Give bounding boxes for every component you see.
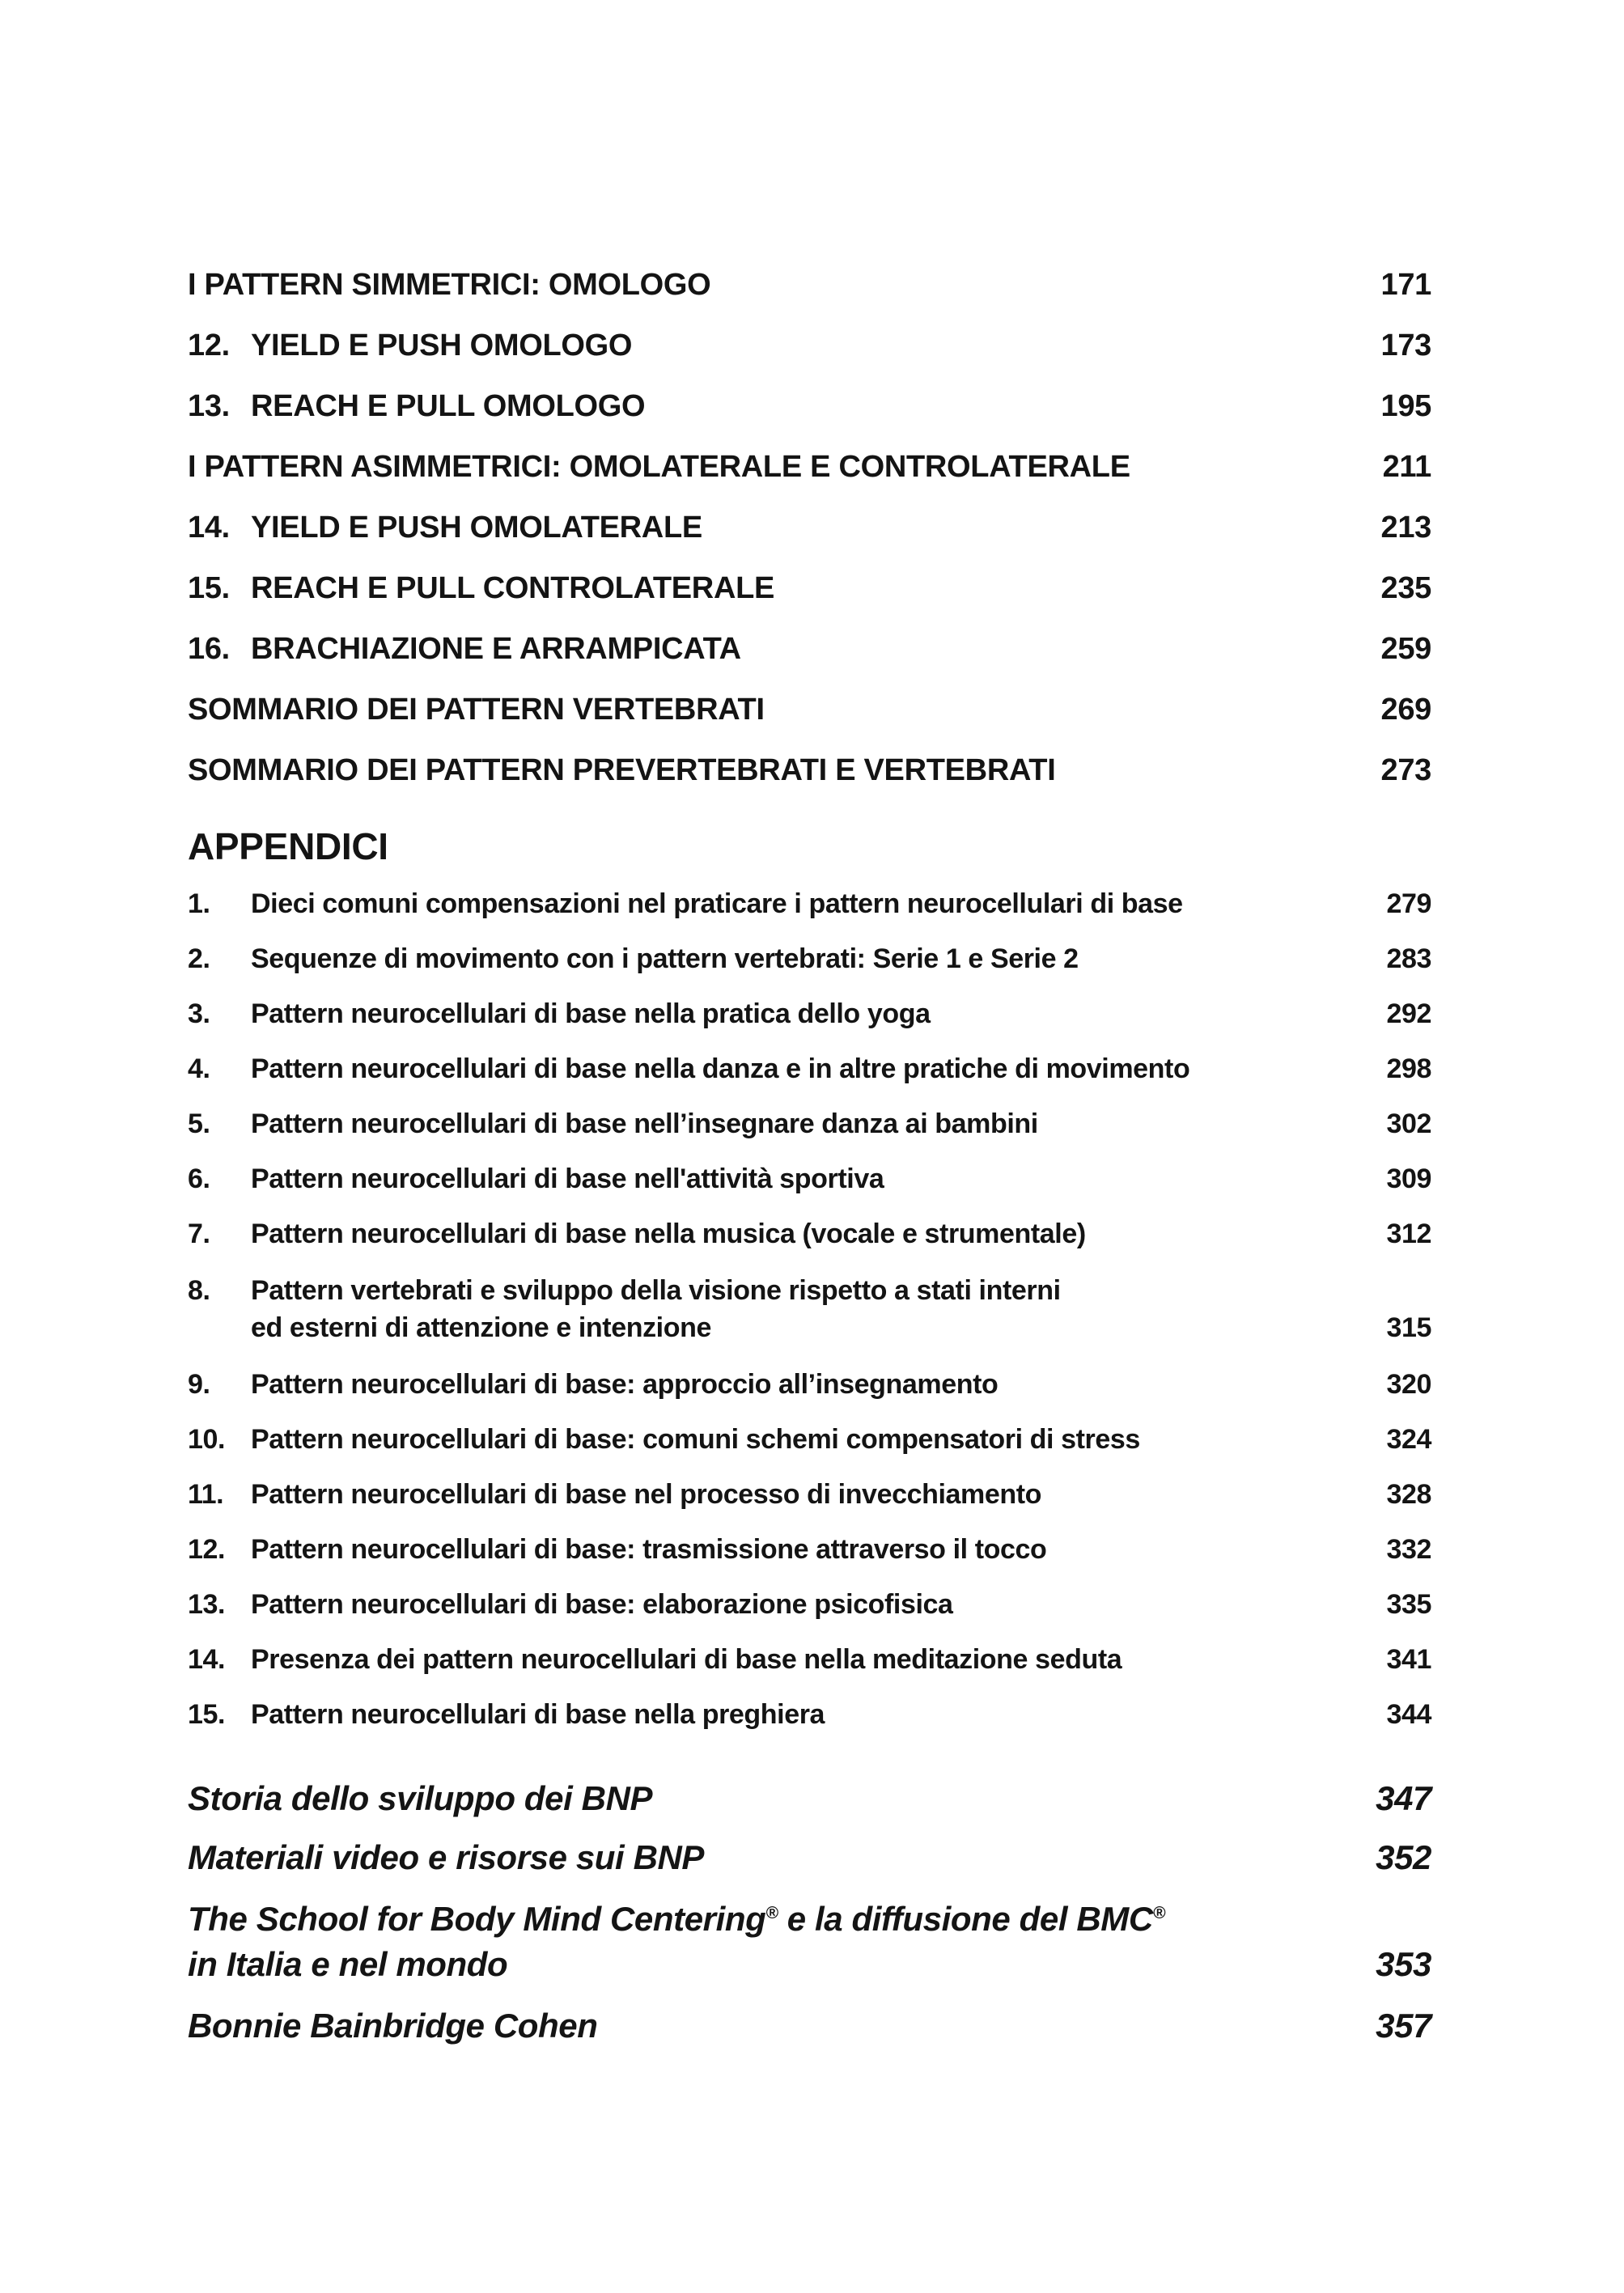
page-number: 173	[1380, 328, 1431, 362]
appendix-title: Pattern neurocellulari di base nell'attività sportiva	[251, 1163, 884, 1194]
appendix-item	[188, 997, 1431, 1031]
toc-content	[188, 267, 1431, 2065]
page-number: 357	[1376, 2007, 1431, 2045]
toc-chapter-row	[188, 388, 1431, 424]
appendix-title: Pattern neurocellulari di base nella preghiera	[251, 1699, 825, 1730]
appendix-item	[188, 1052, 1431, 1086]
appendix-item	[188, 1162, 1431, 1196]
closing-title: Bonnie Bainbridge Cohen	[188, 2007, 598, 2045]
page-number: 353	[1376, 1945, 1431, 1983]
appendix-number: 11.	[188, 1479, 224, 1510]
page-number: 312	[1386, 1219, 1431, 1249]
registered-trademark-symbol: ®	[765, 1904, 778, 1922]
page-number: 195	[1380, 389, 1431, 423]
page-number: 335	[1386, 1589, 1431, 1620]
appendix-title: Pattern neurocellulari di base nell’insegnare danza ai bambini	[251, 1108, 1038, 1139]
chapter-number: 14.	[188, 511, 230, 545]
page-number: 347	[1376, 1779, 1431, 1817]
appendix-item	[188, 1367, 1431, 1401]
toc-chapter-row	[188, 328, 1431, 363]
appendix-item	[188, 942, 1431, 976]
appendix-number: 5.	[188, 1108, 210, 1139]
page-number: 352	[1376, 1838, 1431, 1876]
page-number: 315	[1386, 1312, 1431, 1343]
chapter-title: BRACHIAZIONE E ARRAMPICATA	[251, 632, 741, 666]
page-number: 269	[1380, 693, 1431, 727]
appendix-number: 7.	[188, 1219, 210, 1249]
chapter-number: 15.	[188, 571, 230, 605]
toc-section-heading	[188, 449, 1431, 485]
toc-chapter-row	[188, 631, 1431, 667]
toc-summary-row	[188, 752, 1431, 788]
page-number: 324	[1386, 1424, 1431, 1455]
appendix-title-line1: Pattern vertebrati e sviluppo della visione rispetto a stati interni	[251, 1275, 1061, 1306]
appendix-number: 1.	[188, 888, 210, 919]
chapter-title: YIELD E PUSH OMOLATERALE	[251, 511, 702, 545]
toc-summary-row	[188, 692, 1431, 727]
page-number: 328	[1386, 1479, 1431, 1510]
appendix-number: 10.	[188, 1424, 226, 1455]
page-number: 332	[1386, 1534, 1431, 1565]
appendix-number: 9.	[188, 1369, 210, 1400]
appendix-number: 14.	[188, 1644, 226, 1675]
appendici-heading: APPENDICI	[188, 825, 388, 867]
appendix-title: Pattern neurocellulari di base: comuni schemi compensatori di stress	[251, 1424, 1140, 1455]
appendix-title: Pattern neurocellulari di base nella pratica dello yoga	[251, 998, 931, 1029]
appendix-item	[188, 1642, 1431, 1676]
appendix-number: 4.	[188, 1053, 210, 1084]
page-number: 292	[1386, 998, 1431, 1029]
appendix-item	[188, 1422, 1431, 1456]
closing-title: Storia dello sviluppo dei BNP	[188, 1779, 653, 1817]
page-number: 211	[1382, 450, 1431, 484]
appendix-item	[188, 1532, 1431, 1566]
appendix-title: Pattern neurocellulari di base nella danza e in altre pratiche di movimento	[251, 1053, 1190, 1084]
page-number: 341	[1386, 1644, 1431, 1675]
section-heading-label: I PATTERN SIMMETRICI: OMOLOGO	[188, 268, 711, 302]
appendix-title: Pattern neurocellulari di base: approccio all’insegnamento	[251, 1369, 999, 1400]
page-number: 298	[1386, 1053, 1431, 1084]
appendix-item	[188, 1107, 1431, 1141]
appendix-title: Sequenze di movimento con i pattern vertebrati: Serie 1 e Serie 2	[251, 943, 1079, 974]
closing-title	[188, 1897, 1359, 1987]
appendix-item	[188, 887, 1431, 921]
chapter-number: 13.	[188, 389, 230, 423]
appendix-number: 3.	[188, 998, 210, 1029]
chapter-title: REACH E PULL OMOLOGO	[251, 389, 646, 423]
closing-row	[188, 2006, 1431, 2046]
closing-title: Materiali video e risorse sui BNP	[188, 1838, 705, 1876]
appendix-number: 6.	[188, 1163, 210, 1194]
page-number: 259	[1380, 632, 1431, 666]
chapter-title: REACH E PULL CONTROLATERALE	[251, 571, 775, 605]
appendix-number: 13.	[188, 1589, 226, 1620]
page-number: 309	[1386, 1163, 1431, 1194]
appendix-title: Presenza dei pattern neurocellulari di base nella meditazione seduta	[251, 1644, 1122, 1675]
closing-title-line2: in Italia e nel mondo	[188, 1945, 508, 1983]
appendix-item	[188, 1272, 1431, 1346]
appendix-number: 8.	[188, 1275, 210, 1306]
page-number: 302	[1386, 1108, 1431, 1139]
chapter-title: YIELD E PUSH OMOLOGO	[251, 328, 633, 362]
page-number: 344	[1386, 1699, 1431, 1730]
appendix-item	[188, 1587, 1431, 1621]
toc-section-heading	[188, 267, 1431, 303]
page-number: 273	[1380, 753, 1431, 787]
appendix-title: Dieci comuni compensazioni nel praticare i pattern neurocellulari di base	[251, 888, 1183, 919]
chapter-number: 12.	[188, 328, 230, 362]
chapter-number: 16.	[188, 632, 230, 666]
closing-title-line1: The School for Body Mind Centering® e la diffusione del BMC®	[188, 1900, 1165, 1938]
page-number: 213	[1380, 511, 1431, 545]
page-number: 320	[1386, 1369, 1431, 1400]
appendix-number: 2.	[188, 943, 210, 974]
closing-row	[188, 1897, 1431, 1987]
section-heading-label: I PATTERN ASIMMETRICI: OMOLATERALE E CONTROLATERALE	[188, 450, 1130, 484]
page-number: 171	[1380, 268, 1431, 302]
page-number: 279	[1386, 888, 1431, 919]
page-number: 235	[1380, 571, 1431, 605]
appendix-item	[188, 1217, 1431, 1251]
appendix-title: Pattern neurocellulari di base: elaborazione psicofisica	[251, 1589, 953, 1620]
toc-chapter-row	[188, 510, 1431, 545]
registered-trademark-symbol: ®	[1152, 1904, 1165, 1922]
closing-row	[188, 1837, 1431, 1878]
appendix-title	[251, 1272, 1370, 1346]
appendix-item	[188, 1477, 1431, 1511]
summary-title: SOMMARIO DEI PATTERN PREVERTEBRATI E VERTEBRATI	[188, 753, 1056, 787]
appendix-title: Pattern neurocellulari di base: trasmissione attraverso il tocco	[251, 1534, 1047, 1565]
appendix-title: Pattern neurocellulari di base nel processo di invecchiamento	[251, 1479, 1042, 1510]
summary-title: SOMMARIO DEI PATTERN VERTEBRATI	[188, 693, 765, 727]
appendix-number: 12.	[188, 1534, 226, 1565]
toc-chapter-row	[188, 570, 1431, 606]
appendix-number: 15.	[188, 1699, 226, 1730]
closing-row	[188, 1778, 1431, 1819]
page-number: 283	[1386, 943, 1431, 974]
appendix-title-line2: ed esterni di attenzione e intenzione	[251, 1312, 711, 1343]
appendix-item	[188, 1697, 1431, 1731]
appendix-title: Pattern neurocellulari di base nella musica (vocale e strumentale)	[251, 1219, 1086, 1249]
